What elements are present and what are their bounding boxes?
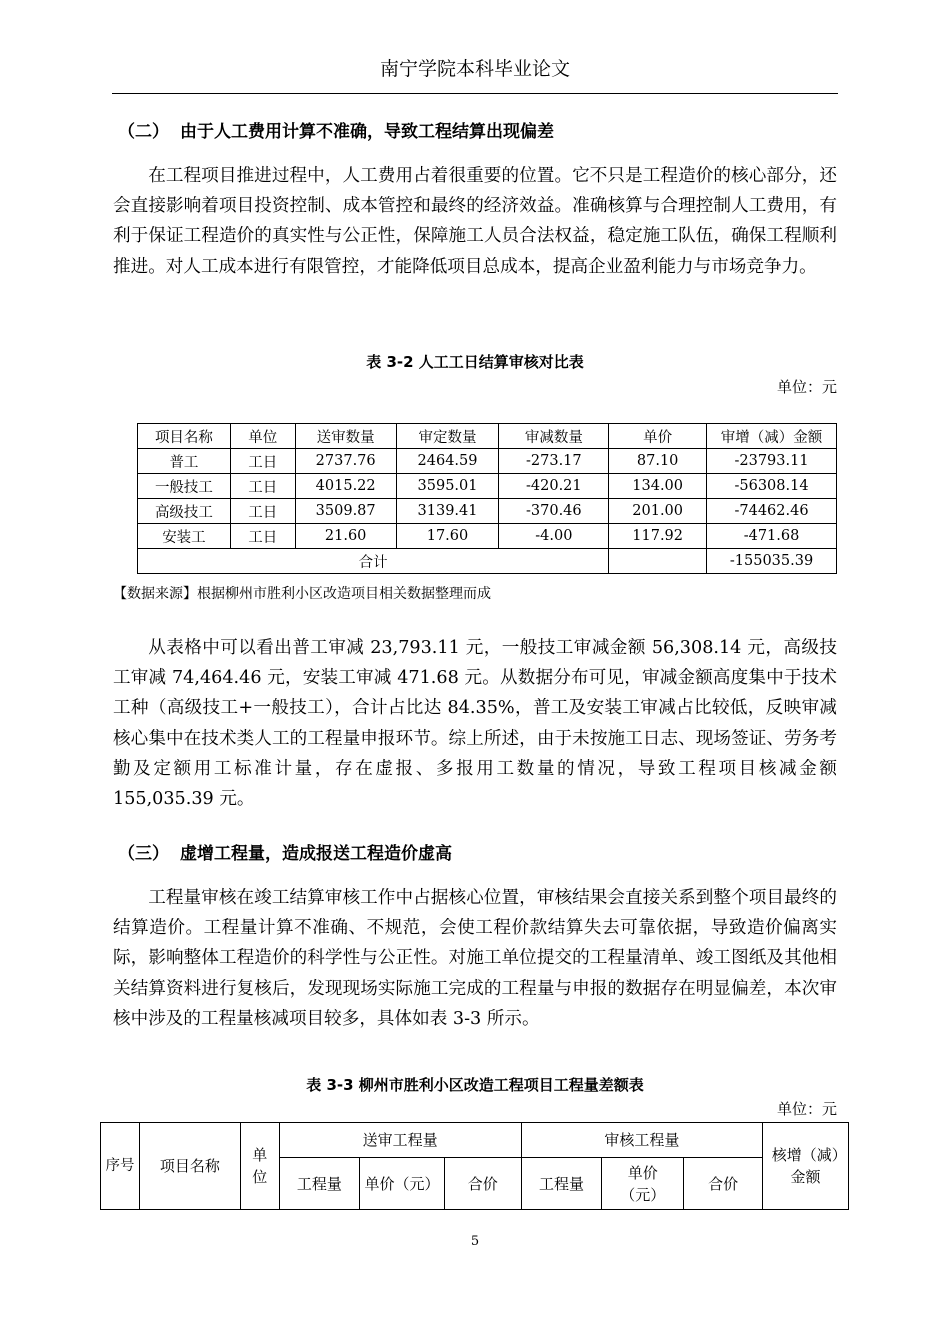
running-header: 南宁学院本科毕业论文 <box>379 58 570 80</box>
table-cell: 3595.01 <box>396 474 499 499</box>
table-header-row <box>101 1123 849 1158</box>
quantity-difference-table <box>100 1122 849 1210</box>
table-row <box>138 449 837 474</box>
table-cell: 17.60 <box>396 524 499 549</box>
table-cell: 工日 <box>230 449 295 474</box>
table-cell: -4.00 <box>499 524 609 549</box>
table-cell: 117.92 <box>609 524 707 549</box>
column-header: 单价 <box>609 424 707 449</box>
column-header-qty: 工程量 <box>279 1158 360 1210</box>
table-unit: 单位：元 <box>776 378 837 396</box>
column-header-total: 合价 <box>684 1158 763 1210</box>
column-header-price: 单价（元） <box>602 1158 684 1210</box>
body-paragraph: 从表格中可以看出普工审减 23,793.11 元，一般技工审减金额 56,308.14 元，高级技工审减 74,464.46 元，安装工审减 471.68 元。从数据分布可见，审减金额高度集中于技术工种（高级技工+一般技工），合计占比达 84.35%，普工及安装工审减占比较低，反映审减核心集中在技术类人工的工程量申报环节。综上所述，由于未按施工日志、现场签证、劳务考勤及定额用工标准计量，存在虚报、多报用工数量的情况，导致工程项目核减金额 155,035.39 元。 <box>113 638 837 810</box>
table-caption: 表 3-2 人工工日结算审核对比表 <box>366 353 584 371</box>
table-cell: 3509.87 <box>295 499 396 524</box>
table-cell: 201.00 <box>609 499 707 524</box>
table-row <box>138 524 837 549</box>
table-cell: -56308.14 <box>707 474 837 499</box>
section-heading-2 <box>118 120 554 144</box>
column-header-name: 项目名称 <box>140 1123 241 1210</box>
table-row <box>138 499 837 524</box>
table-cell: 高级技工 <box>138 499 231 524</box>
column-header-unit: 单位 <box>240 1123 279 1210</box>
table-cell: 工日 <box>230 474 295 499</box>
table-cell: 2737.76 <box>295 449 396 474</box>
table-cell: -273.17 <box>499 449 609 474</box>
column-header-seq: 序号 <box>101 1123 140 1210</box>
table-cell: 2464.59 <box>396 449 499 474</box>
table-cell: -420.21 <box>499 474 609 499</box>
table-cell: 一般技工 <box>138 474 231 499</box>
table-cell: -370.46 <box>499 499 609 524</box>
column-header-submitted: 送审工程量 <box>279 1123 521 1158</box>
table-total-row <box>138 549 837 574</box>
table-unit: 单位：元 <box>776 1100 837 1118</box>
table-cell: 普工 <box>138 449 231 474</box>
column-header: 送审数量 <box>295 424 396 449</box>
page-number: 5 <box>470 1234 480 1249</box>
table-cell: -74462.46 <box>707 499 837 524</box>
total-value: -155035.39 <box>707 549 837 574</box>
column-header-diff: 核增（减）金额 <box>762 1123 848 1210</box>
header-rule <box>112 93 838 94</box>
table-cell-empty <box>609 549 707 574</box>
total-label: 合计 <box>138 549 609 574</box>
table-cell: 21.60 <box>295 524 396 549</box>
column-header: 审定数量 <box>396 424 499 449</box>
table-caption: 表 3-3 柳州市胜利小区改造工程项目工程量差额表 <box>306 1076 644 1094</box>
table-row <box>138 474 837 499</box>
column-header: 单位 <box>230 424 295 449</box>
data-source-note: 【数据来源】根据柳州市胜利小区改造项目相关数据整理而成 <box>113 586 491 602</box>
table-header-row <box>138 424 837 449</box>
column-header: 审减数量 <box>499 424 609 449</box>
table-cell: -23793.11 <box>707 449 837 474</box>
section-title: 由于人工费用计算不准确，导致工程结算出现偏差 <box>180 122 554 142</box>
column-header-price: 单价（元） <box>360 1158 445 1210</box>
table-cell: 3139.41 <box>396 499 499 524</box>
section-heading-3 <box>118 842 452 866</box>
table-cell: 134.00 <box>609 474 707 499</box>
table-cell: 安装工 <box>138 524 231 549</box>
section-number: （二） <box>118 122 169 142</box>
table-cell: 87.10 <box>609 449 707 474</box>
body-paragraph: 在工程项目推进过程中，人工费用占着很重要的位置。它不只是工程造价的核心部分，还会直接影响着项目投资控制、成本管控和最终的经济效益。准确核算与合理控制人工费用，有利于保证工程造价的真实性与公正性，保障施工人员合法权益，稳定施工队伍，确保工程顺利推进。对人工成本进行有限管控，才能降低项目总成本，提高企业盈利能力与市场竞争力。 <box>113 166 837 277</box>
column-header-qty: 工程量 <box>521 1158 602 1210</box>
column-header-total: 合价 <box>444 1158 521 1210</box>
section-title: 虚增工程量，造成报送工程造价虚高 <box>180 844 452 864</box>
column-header: 项目名称 <box>138 424 231 449</box>
section-number: （三） <box>118 844 169 864</box>
column-header: 审增（减）金额 <box>707 424 837 449</box>
table-cell: 4015.22 <box>295 474 396 499</box>
body-paragraph: 工程量审核在竣工结算审核工作中占据核心位置，审核结果会直接关系到整个项目最终的结算造价。工程量计算不准确、不规范，会使工程价款结算失去可靠依据，导致造价偏离实际，影响整体工程造价的科学性与公正性。对施工单位提交的工程量清单、竣工图纸及其他相关结算资料进行复核后，发现现场实际施工完成的工程量与申报的数据存在明显偏差，本次审核中涉及的工程量核减项目较多，具体如表 3-3 所示。 <box>113 888 837 1029</box>
labor-audit-table <box>137 423 837 574</box>
table-cell: 工日 <box>230 524 295 549</box>
table-cell: 工日 <box>230 499 295 524</box>
column-header-audited: 审核工程量 <box>521 1123 762 1158</box>
table-cell: -471.68 <box>707 524 837 549</box>
